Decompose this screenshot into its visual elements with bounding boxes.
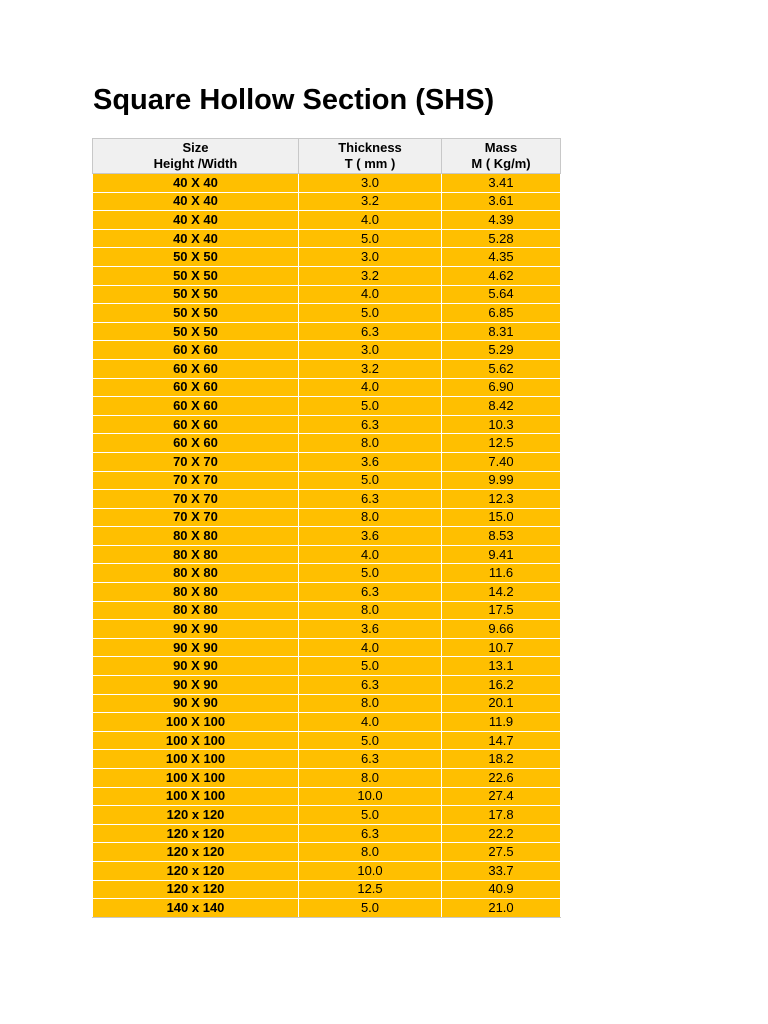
cell-mass: 22.6 (442, 769, 561, 788)
cell-mass: 40.9 (442, 880, 561, 899)
table-row (93, 657, 561, 676)
cell-thickness: 6.3 (299, 415, 442, 434)
cell-mass: 6.90 (442, 378, 561, 397)
cell-mass: 22.2 (442, 824, 561, 843)
cell-mass: 17.8 (442, 806, 561, 825)
cell-size: 120 x 120 (93, 806, 299, 825)
table-row (93, 248, 561, 267)
cell-size: 100 X 100 (93, 713, 299, 732)
cell-size: 100 X 100 (93, 731, 299, 750)
header-size-line1: Size (182, 140, 209, 155)
cell-mass: 5.28 (442, 229, 561, 248)
cell-thickness: 3.0 (299, 174, 442, 193)
table-row (93, 638, 561, 657)
cell-mass: 12.3 (442, 490, 561, 509)
table-row (93, 229, 561, 248)
cell-thickness: 6.3 (299, 824, 442, 843)
page-title: Square Hollow Section (SHS) (93, 84, 495, 116)
cell-thickness: 3.6 (299, 620, 442, 639)
cell-size: 100 X 100 (93, 787, 299, 806)
table-row (93, 490, 561, 509)
cell-size: 40 X 40 (93, 211, 299, 230)
table-row (93, 713, 561, 732)
table-row (93, 601, 561, 620)
cell-size: 80 X 80 (93, 601, 299, 620)
cell-mass: 16.2 (442, 676, 561, 695)
table-row (93, 545, 561, 564)
cell-thickness: 5.0 (299, 397, 442, 416)
table-row (93, 415, 561, 434)
cell-mass: 7.40 (442, 452, 561, 471)
cell-mass: 9.66 (442, 620, 561, 639)
shs-table (92, 138, 561, 918)
cell-thickness: 3.0 (299, 248, 442, 267)
cell-thickness: 4.0 (299, 638, 442, 657)
table-row (93, 192, 561, 211)
cell-thickness: 5.0 (299, 229, 442, 248)
header-thickness-line2: T ( mm ) (344, 156, 396, 171)
cell-size: 90 X 90 (93, 638, 299, 657)
cell-mass: 3.41 (442, 174, 561, 193)
cell-thickness: 3.6 (299, 527, 442, 546)
cell-thickness: 8.0 (299, 508, 442, 527)
cell-size: 50 X 50 (93, 266, 299, 285)
cell-mass: 10.3 (442, 415, 561, 434)
cell-thickness: 6.3 (299, 583, 442, 602)
cell-mass: 33.7 (442, 861, 561, 880)
cell-size: 50 X 50 (93, 304, 299, 323)
table-row (93, 731, 561, 750)
cell-size: 100 X 100 (93, 750, 299, 769)
cell-size: 80 X 80 (93, 564, 299, 583)
table-row (93, 341, 561, 360)
table-row (93, 266, 561, 285)
cell-size: 100 X 100 (93, 769, 299, 788)
header-size (93, 139, 299, 174)
table-row (93, 434, 561, 453)
cell-thickness: 6.3 (299, 490, 442, 509)
cell-size: 70 X 70 (93, 452, 299, 471)
table-row (93, 880, 561, 899)
cell-thickness: 8.0 (299, 694, 442, 713)
cell-thickness: 5.0 (299, 304, 442, 323)
cell-mass: 27.5 (442, 843, 561, 862)
table-row (93, 471, 561, 490)
cell-mass: 3.61 (442, 192, 561, 211)
cell-mass: 15.0 (442, 508, 561, 527)
cell-size: 90 X 90 (93, 657, 299, 676)
header-mass-line1: Mass (484, 140, 518, 155)
cell-thickness: 6.3 (299, 322, 442, 341)
table-row (93, 452, 561, 471)
cell-mass: 10.7 (442, 638, 561, 657)
cell-thickness: 4.0 (299, 713, 442, 732)
table-body (93, 174, 561, 918)
cell-size: 80 X 80 (93, 527, 299, 546)
cell-size: 70 X 70 (93, 508, 299, 527)
table-row (93, 899, 561, 918)
header-mass (442, 139, 561, 174)
table-row (93, 583, 561, 602)
cell-size: 70 X 70 (93, 471, 299, 490)
cell-size: 90 X 90 (93, 620, 299, 639)
cell-mass: 8.53 (442, 527, 561, 546)
table-row (93, 843, 561, 862)
table-row (93, 750, 561, 769)
cell-thickness: 10.0 (299, 787, 442, 806)
cell-size: 60 X 60 (93, 378, 299, 397)
table-row (93, 359, 561, 378)
cell-thickness: 3.6 (299, 452, 442, 471)
table-row (93, 527, 561, 546)
cell-mass: 9.99 (442, 471, 561, 490)
table-row (93, 508, 561, 527)
table-row (93, 285, 561, 304)
cell-mass: 8.42 (442, 397, 561, 416)
cell-thickness: 5.0 (299, 657, 442, 676)
cell-thickness: 4.0 (299, 211, 442, 230)
cell-thickness: 12.5 (299, 880, 442, 899)
cell-size: 50 X 50 (93, 322, 299, 341)
cell-mass: 14.7 (442, 731, 561, 750)
cell-thickness: 5.0 (299, 899, 442, 918)
cell-mass: 17.5 (442, 601, 561, 620)
cell-mass: 11.9 (442, 713, 561, 732)
cell-thickness: 6.3 (299, 750, 442, 769)
cell-size: 90 X 90 (93, 694, 299, 713)
cell-mass: 8.31 (442, 322, 561, 341)
cell-mass: 14.2 (442, 583, 561, 602)
table-row (93, 861, 561, 880)
header-size-line2: Height /Width (153, 156, 238, 171)
table-row (93, 378, 561, 397)
cell-size: 60 X 60 (93, 359, 299, 378)
cell-mass: 9.41 (442, 545, 561, 564)
header-mass-line2: M ( Kg/m) (471, 156, 531, 171)
cell-mass: 5.29 (442, 341, 561, 360)
cell-thickness: 5.0 (299, 471, 442, 490)
cell-thickness: 8.0 (299, 434, 442, 453)
table-row (93, 694, 561, 713)
table-row (93, 174, 561, 193)
cell-mass: 27.4 (442, 787, 561, 806)
cell-mass: 18.2 (442, 750, 561, 769)
cell-thickness: 5.0 (299, 731, 442, 750)
cell-size: 60 X 60 (93, 397, 299, 416)
cell-mass: 12.5 (442, 434, 561, 453)
cell-size: 120 x 120 (93, 843, 299, 862)
cell-mass: 5.64 (442, 285, 561, 304)
table-row (93, 676, 561, 695)
cell-thickness: 5.0 (299, 806, 442, 825)
table-row (93, 824, 561, 843)
cell-size: 90 X 90 (93, 676, 299, 695)
table-row (93, 787, 561, 806)
header-thickness-line1: Thickness (338, 140, 402, 155)
cell-thickness: 8.0 (299, 601, 442, 620)
cell-thickness: 4.0 (299, 378, 442, 397)
table-row (93, 322, 561, 341)
cell-size: 60 X 60 (93, 341, 299, 360)
header-row (93, 139, 561, 174)
cell-size: 140 x 140 (93, 899, 299, 918)
header-thickness (299, 139, 442, 174)
cell-mass: 11.6 (442, 564, 561, 583)
table-row (93, 806, 561, 825)
cell-size: 80 X 80 (93, 545, 299, 564)
cell-size: 60 X 60 (93, 434, 299, 453)
cell-mass: 5.62 (442, 359, 561, 378)
cell-mass: 6.85 (442, 304, 561, 323)
table-row (93, 769, 561, 788)
cell-mass: 4.39 (442, 211, 561, 230)
table-row (93, 397, 561, 416)
cell-thickness: 4.0 (299, 285, 442, 304)
cell-mass: 4.35 (442, 248, 561, 267)
cell-size: 70 X 70 (93, 490, 299, 509)
cell-size: 40 X 40 (93, 229, 299, 248)
cell-thickness: 3.2 (299, 192, 442, 211)
cell-thickness: 10.0 (299, 861, 442, 880)
cell-size: 120 x 120 (93, 861, 299, 880)
cell-mass: 20.1 (442, 694, 561, 713)
cell-thickness: 8.0 (299, 843, 442, 862)
cell-size: 50 X 50 (93, 248, 299, 267)
cell-size: 40 X 40 (93, 192, 299, 211)
cell-thickness: 3.2 (299, 266, 442, 285)
cell-thickness: 4.0 (299, 545, 442, 564)
cell-size: 60 X 60 (93, 415, 299, 434)
table-row (93, 620, 561, 639)
cell-thickness: 5.0 (299, 564, 442, 583)
cell-mass: 21.0 (442, 899, 561, 918)
cell-thickness: 6.3 (299, 676, 442, 695)
table-row (93, 211, 561, 230)
cell-size: 40 X 40 (93, 174, 299, 193)
cell-size: 120 x 120 (93, 880, 299, 899)
cell-thickness: 8.0 (299, 769, 442, 788)
table-header (93, 139, 561, 174)
table-row (93, 564, 561, 583)
cell-mass: 13.1 (442, 657, 561, 676)
cell-mass: 4.62 (442, 266, 561, 285)
cell-size: 120 x 120 (93, 824, 299, 843)
table-row (93, 304, 561, 323)
cell-size: 80 X 80 (93, 583, 299, 602)
cell-size: 50 X 50 (93, 285, 299, 304)
cell-thickness: 3.0 (299, 341, 442, 360)
cell-thickness: 3.2 (299, 359, 442, 378)
